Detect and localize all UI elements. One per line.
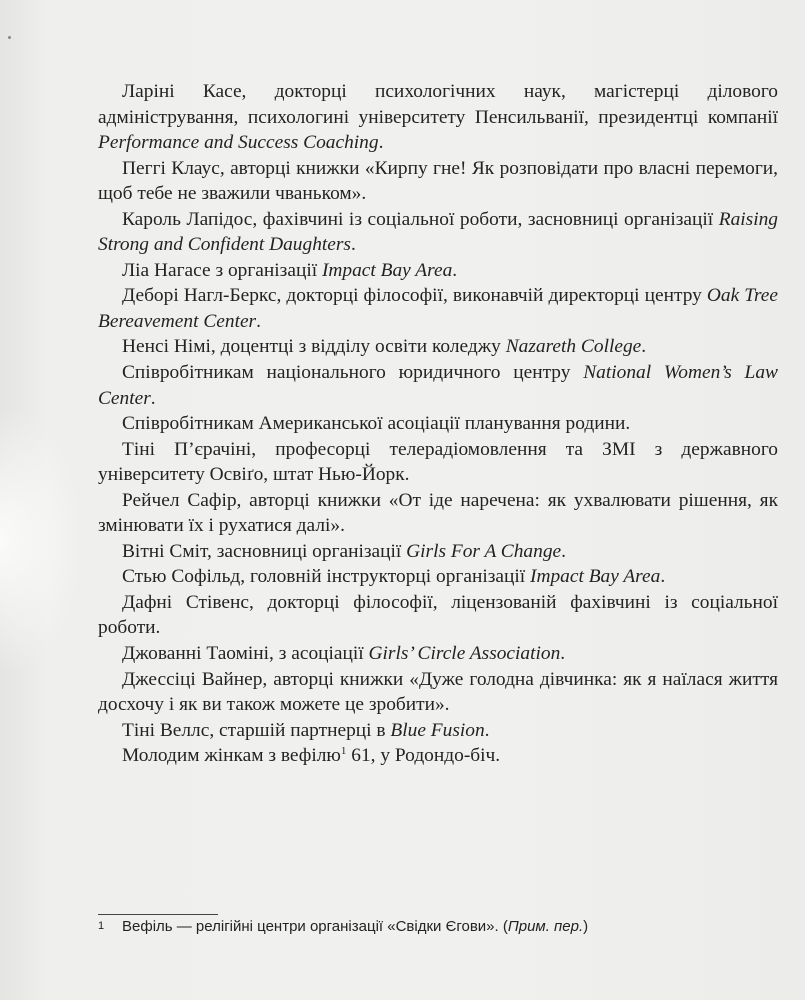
paragraph-1: Ларіні Касе, докторці психологічних наук, магістерці ділового адміністрування, психологині університету Пенсильванії, президентці компанії Performance and Success Coaching. (98, 81, 778, 154)
footnote-separator (98, 914, 218, 915)
paragraph-13: Дафні Стівенс, докторці філософії, ліцензованій фахівчині із соціальної роботи. (98, 591, 778, 639)
footnote-marker: 1 (98, 920, 105, 932)
show-through-shadow (0, 410, 78, 670)
paragraph-6: Ненсі Німі, доцентці з відділу освіти коледжу Nazareth College. (122, 336, 647, 358)
paragraph-16: Тіні Веллс, старшій партнерці в Blue Fusion. (122, 719, 490, 741)
paragraph-9: Тіні П’єрачіні, професорці телерадіомовлення та ЗМІ з державного університету Освіґо, штат Нью-Йорк. (98, 438, 778, 486)
paragraph-8: Співробітникам Американської асоціації планування родини. (122, 413, 631, 435)
paragraph-2: Пеггі Клаус, авторці книжки «Кирпу гне! Як розповідати про власні перемоги, щоб тебе не зважили чваньком». (98, 157, 778, 205)
page-speck (8, 36, 11, 39)
paragraph-11: Вітні Сміт, засновниці організації Girls For A Change. (122, 540, 566, 562)
paragraph-4: Ліа Нагасе з організації Impact Bay Area. (122, 259, 458, 281)
paragraph-17: Молодим жінкам з вефілю$^1$ 61, у Родондо-біч. (122, 745, 501, 767)
paragraph-12: Стью Софільд, головній інструкторці організації Impact Bay Area. (122, 566, 666, 588)
paragraph-5: Деборі Нагл-Беркс, докторці філософії, виконавчій директорці центру Oak Tree Bereavement Center. (98, 285, 779, 332)
acknowledgements-text (98, 79, 778, 769)
footnote: 1 Вефіль — релігійні центри організації «Свідки Єгови». (Прим. пер.) (98, 918, 589, 935)
paragraph-10: Рейчел Сафір, авторці книжки «От іде наречена: як ухвалювати рішення, як змінювати їх і рухатися далі». (98, 489, 778, 537)
paragraph-14: Джованні Таоміні, з асоціації Girls’ Circle Association. (122, 643, 566, 665)
paragraph-3: Кароль Лапідос, фахівчині із соціальної роботи, засновниці організації Raising Strong and Confident Daughters. (98, 208, 778, 256)
paragraph-7: Співробітникам національного юридичного центру National Women’s Law Center. (98, 362, 778, 409)
paragraph-15: Джессіці Вайнер, авторці книжки «Дуже голодна дівчинка: як я наїлася життя досхочу і як ви також можете це зробити». (98, 668, 778, 716)
footnote-reference: 1 (340, 745, 347, 758)
